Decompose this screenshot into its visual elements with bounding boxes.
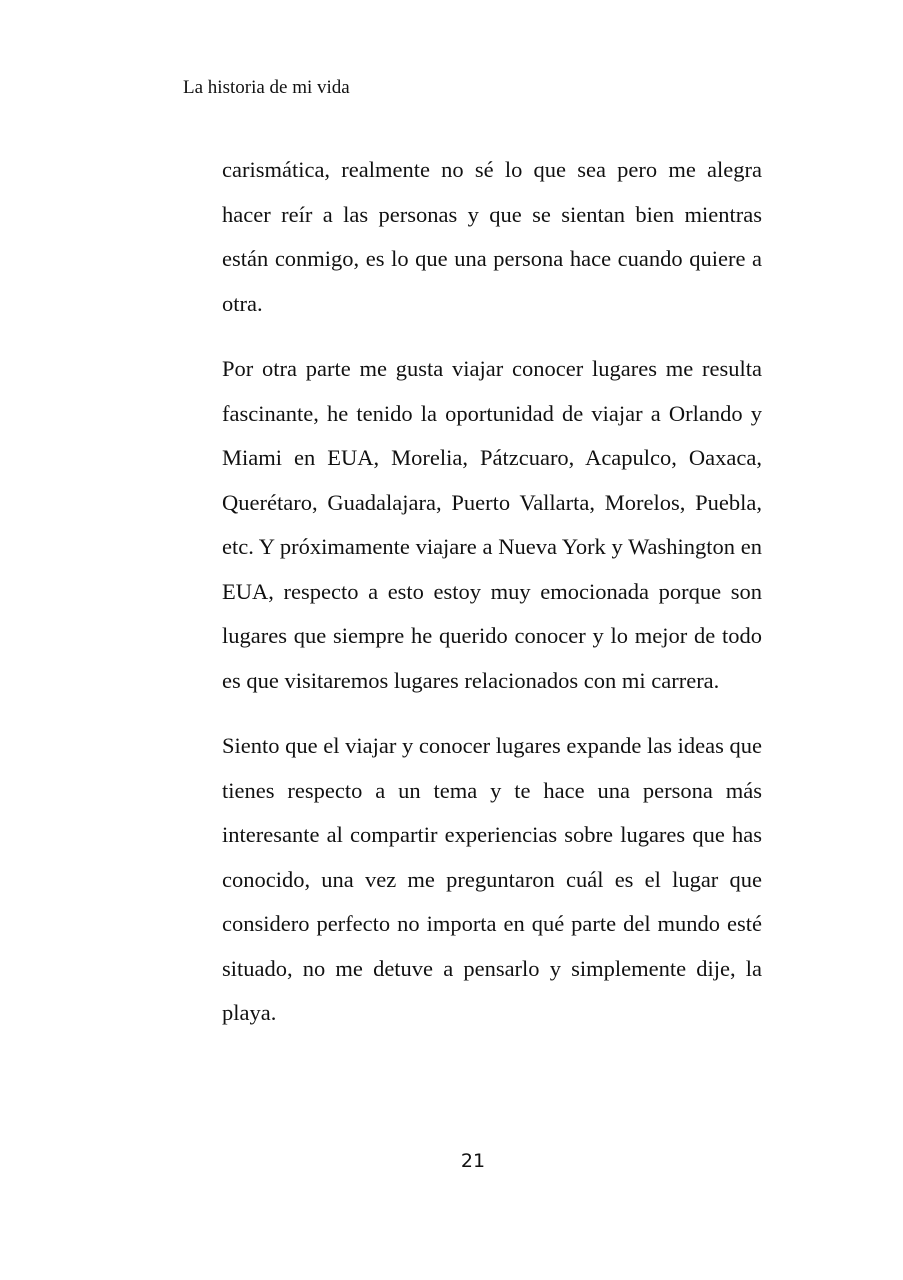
paragraph-3: Siento que el viajar y conocer lugares expande las ideas que tienes respecto a un tema y te hace una persona más interesante al compartir experiencias sobre lugares que has conocido, una vez me preguntaron cuál es el lugar que considero perfecto no importa en qué parte del mundo esté situado, no me detuve a pensarlo y simplemente dije, la playa.: [222, 733, 762, 1025]
body-text: [222, 148, 762, 1057]
paragraph-2: Por otra parte me gusta viajar conocer lugares me resulta fascinante, he tenido la oportunidad de viajar a Orlando y Miami en EUA, Morelia, Pátzcuaro, Acapulco, Oaxaca, Querétaro, Guadalajara, Puerto Vallarta, Morelos, Puebla, etc. Y próximamente viajare a Nueva York y Washington en EUA, respecto a esto estoy muy emocionada porque son lugares que siempre he querido conocer y lo mejor de todo es que visitaremos lugares relacionados con mi carrera.: [222, 356, 762, 693]
paragraph-1: carismática, realmente no sé lo que sea pero me alegra hacer reír a las personas y que se sientan bien mientras están conmigo, es lo que una persona hace cuando quiere a otra.: [222, 157, 762, 316]
running-header-title: La historia de mi vida: [183, 77, 350, 98]
page-number: 21: [460, 1150, 486, 1172]
